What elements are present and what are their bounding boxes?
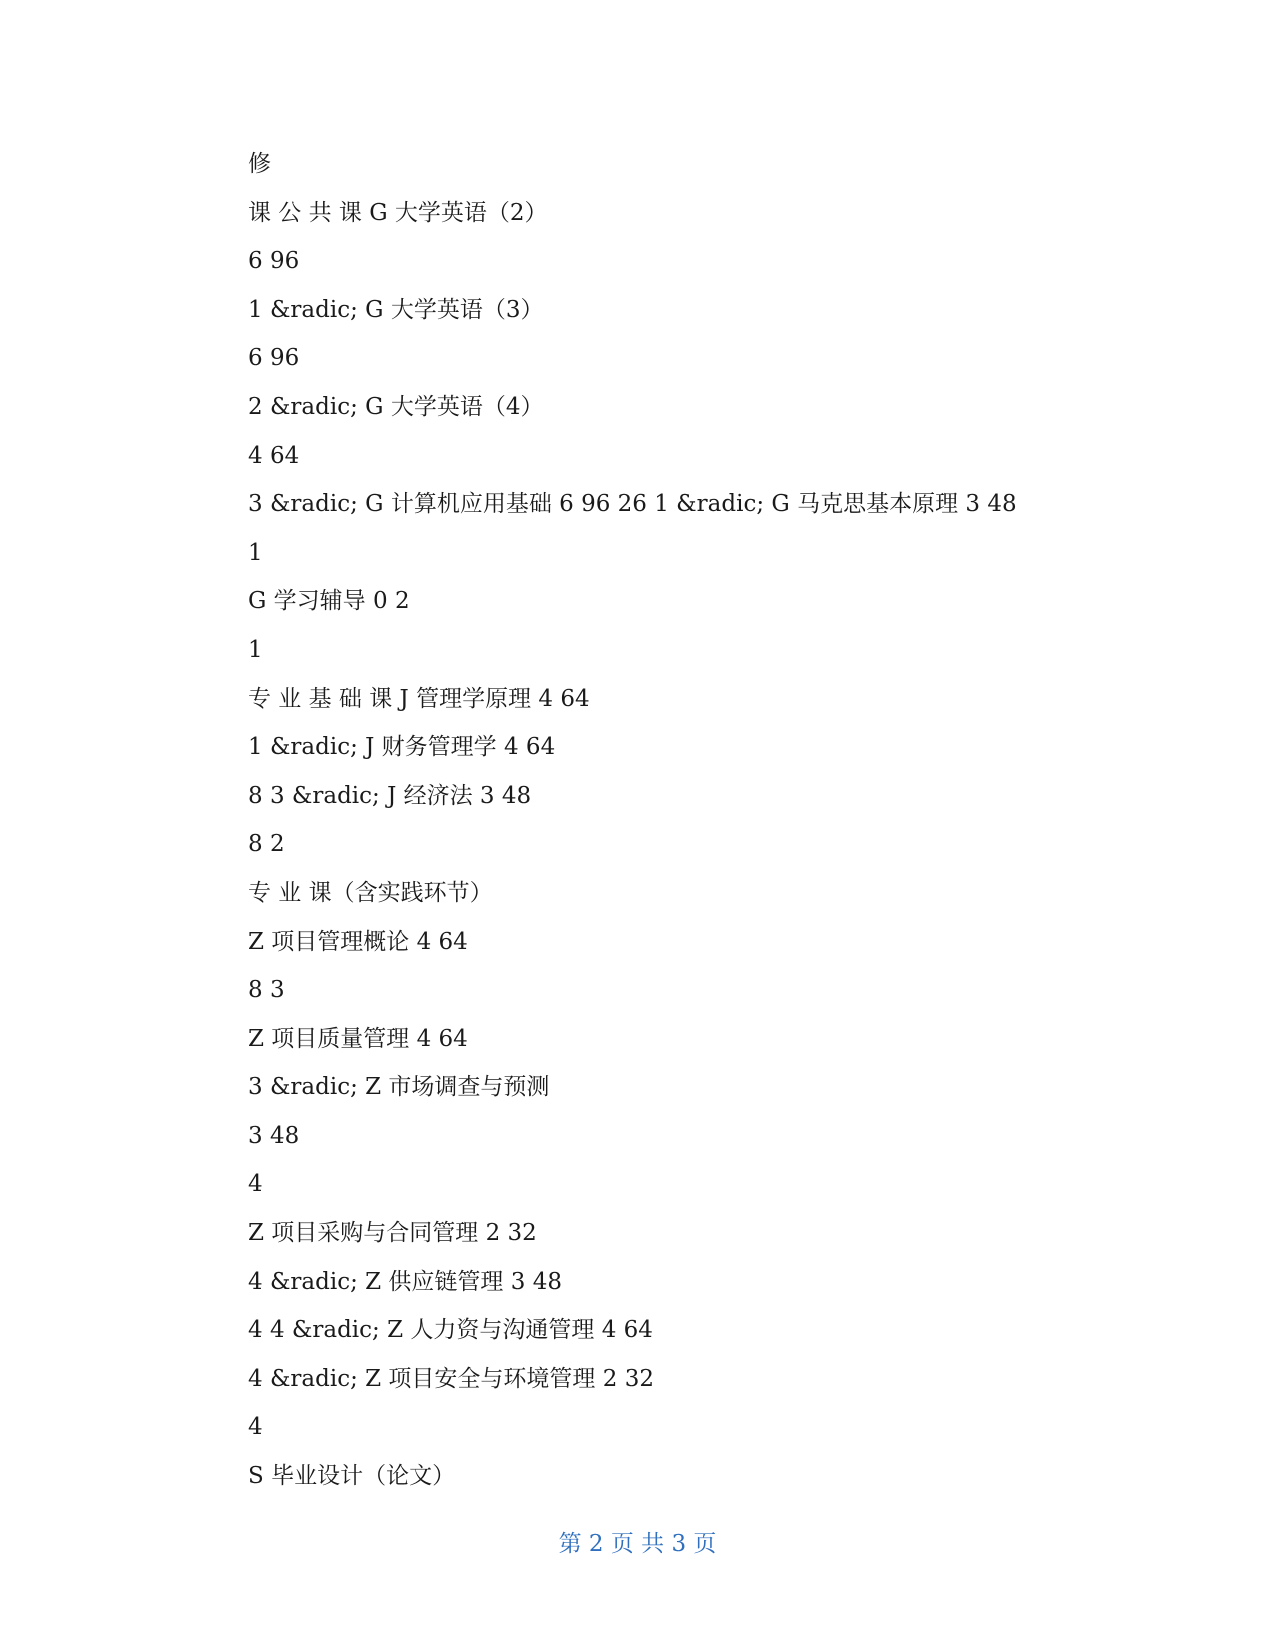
text-line: 专 业 课（含实践环节）: [248, 879, 493, 906]
text-line: 1 &radic; G 大学英语（3）: [248, 296, 544, 323]
text-line: 1: [248, 636, 263, 663]
text-line: 4 64: [248, 442, 300, 469]
text-line: 1: [248, 539, 263, 566]
text-line: 4: [248, 1414, 263, 1441]
text-line: 4 4 &radic; Z 人力资与沟通管理 4 64: [248, 1317, 653, 1344]
text-line: Z 项目管理概论 4 64: [248, 928, 468, 955]
text-line: Z 项目质量管理 4 64: [248, 1025, 468, 1052]
text-line: Z 项目采购与合同管理 2 32: [248, 1220, 537, 1247]
text-line: S 毕业设计（论文）: [248, 1463, 456, 1490]
text-line: 8 3: [248, 977, 285, 1004]
text-line: 课 公 共 课 G 大学英语（2）: [248, 199, 548, 226]
course-list: [248, 140, 1148, 1501]
text-line: 4: [248, 1171, 263, 1198]
text-line: G 学习辅导 0 2: [248, 588, 410, 615]
text-line: 专 业 基 础 课 J 管理学原理 4 64: [248, 685, 590, 712]
text-line: 6 96: [248, 248, 300, 275]
text-line: 3 &radic; G 计算机应用基础 6 96 26 1 &radic; G 马克思基本原理 3 48: [248, 491, 1017, 518]
text-line: 4 &radic; Z 供应链管理 3 48: [248, 1268, 562, 1295]
text-line: 6 96: [248, 345, 300, 372]
text-line: 3 &radic; Z 市场调查与预测: [248, 1074, 550, 1101]
text-line: 8 2: [248, 831, 285, 858]
page-number-footer: 第 2 页 共 3 页: [558, 1531, 717, 1557]
text-line: 4 &radic; Z 项目安全与环境管理 2 32: [248, 1365, 654, 1392]
text-line: 修: [248, 151, 271, 177]
text-line: 2 &radic; G 大学英语（4）: [248, 393, 544, 420]
text-line: 8 3 &radic; J 经济法 3 48: [248, 782, 532, 809]
text-line: 1 &radic; J 财务管理学 4 64: [248, 734, 556, 761]
text-line: 3 48: [248, 1122, 300, 1149]
